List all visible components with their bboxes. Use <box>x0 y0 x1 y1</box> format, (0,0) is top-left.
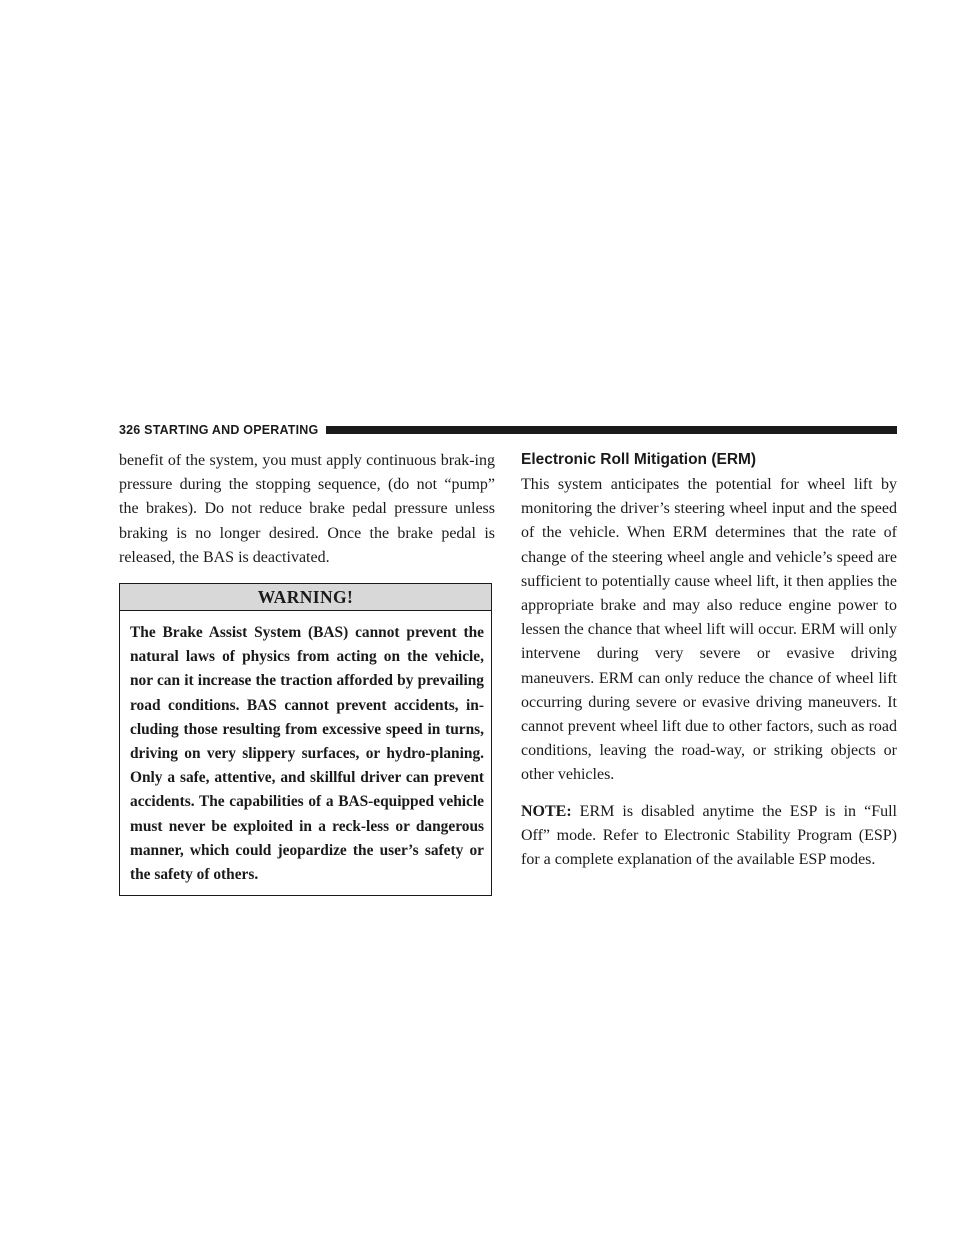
page-number: 326 <box>119 423 141 437</box>
note-label: NOTE: <box>521 802 572 820</box>
erm-paragraph: This system anticipates the potential for wheel lift by monitoring the driver’s steering wheel input and the speed of the vehicle. When ERM determines that the rate of change of the steering wheel angle and vehicle’s speed are sufficient to potentially cause wheel lift, it then applies the appropriate brake and may also reduce engine power to lessen the chance that wheel lift will occur. ERM will only intervene during very severe or evasive driving maneuvers. ERM can only reduce the chance of wheel lift occurring during severe or evasive driving maneuvers. It cannot prevent wheel lift due to other factors, such as road conditions, leaving the road-way, or striking objects or other vehicles. <box>521 476 897 784</box>
warning-box <box>119 583 492 896</box>
left-column <box>119 449 495 896</box>
header-rule <box>326 426 897 434</box>
section-heading: Electronic Roll Mitigation (ERM) <box>521 451 757 468</box>
running-header <box>119 423 897 437</box>
intro-paragraph: benefit of the system, you must apply continuous brak-ing pressure during the stopping sequence, (do not “pump” the brakes). Do not reduce brake pedal pressure unless braking is no longer desired. Once the brake pedal is released, the BAS is deactivated. <box>119 452 495 566</box>
section-title: STARTING AND OPERATING <box>144 423 319 437</box>
warning-text: The Brake Assist System (BAS) cannot prevent the natural laws of physics from acting on the vehicle, nor can it increase the traction afforded by prevailing road conditions. BAS cannot prevent accidents, in-cluding those resulting from excessive speed in turns, driving on very slippery surfaces, or hydro-planing. Only a safe, attentive, and skillful driver can prevent accidents. The capabilities of a BAS-equipped vehicle must never be exploited in a reck-less or dangerous manner, which could jeopardize the user’s safety or the safety of others. <box>130 624 484 884</box>
right-column <box>521 449 897 872</box>
warning-title: WARNING! <box>120 584 491 611</box>
note-paragraph <box>521 800 897 873</box>
note-text: ERM is disabled anytime the ESP is in “Full Off” mode. Refer to Electronic Stability Program (ESP) for a complete explanation of the available ESP modes. <box>521 802 897 869</box>
header-label <box>119 423 326 437</box>
